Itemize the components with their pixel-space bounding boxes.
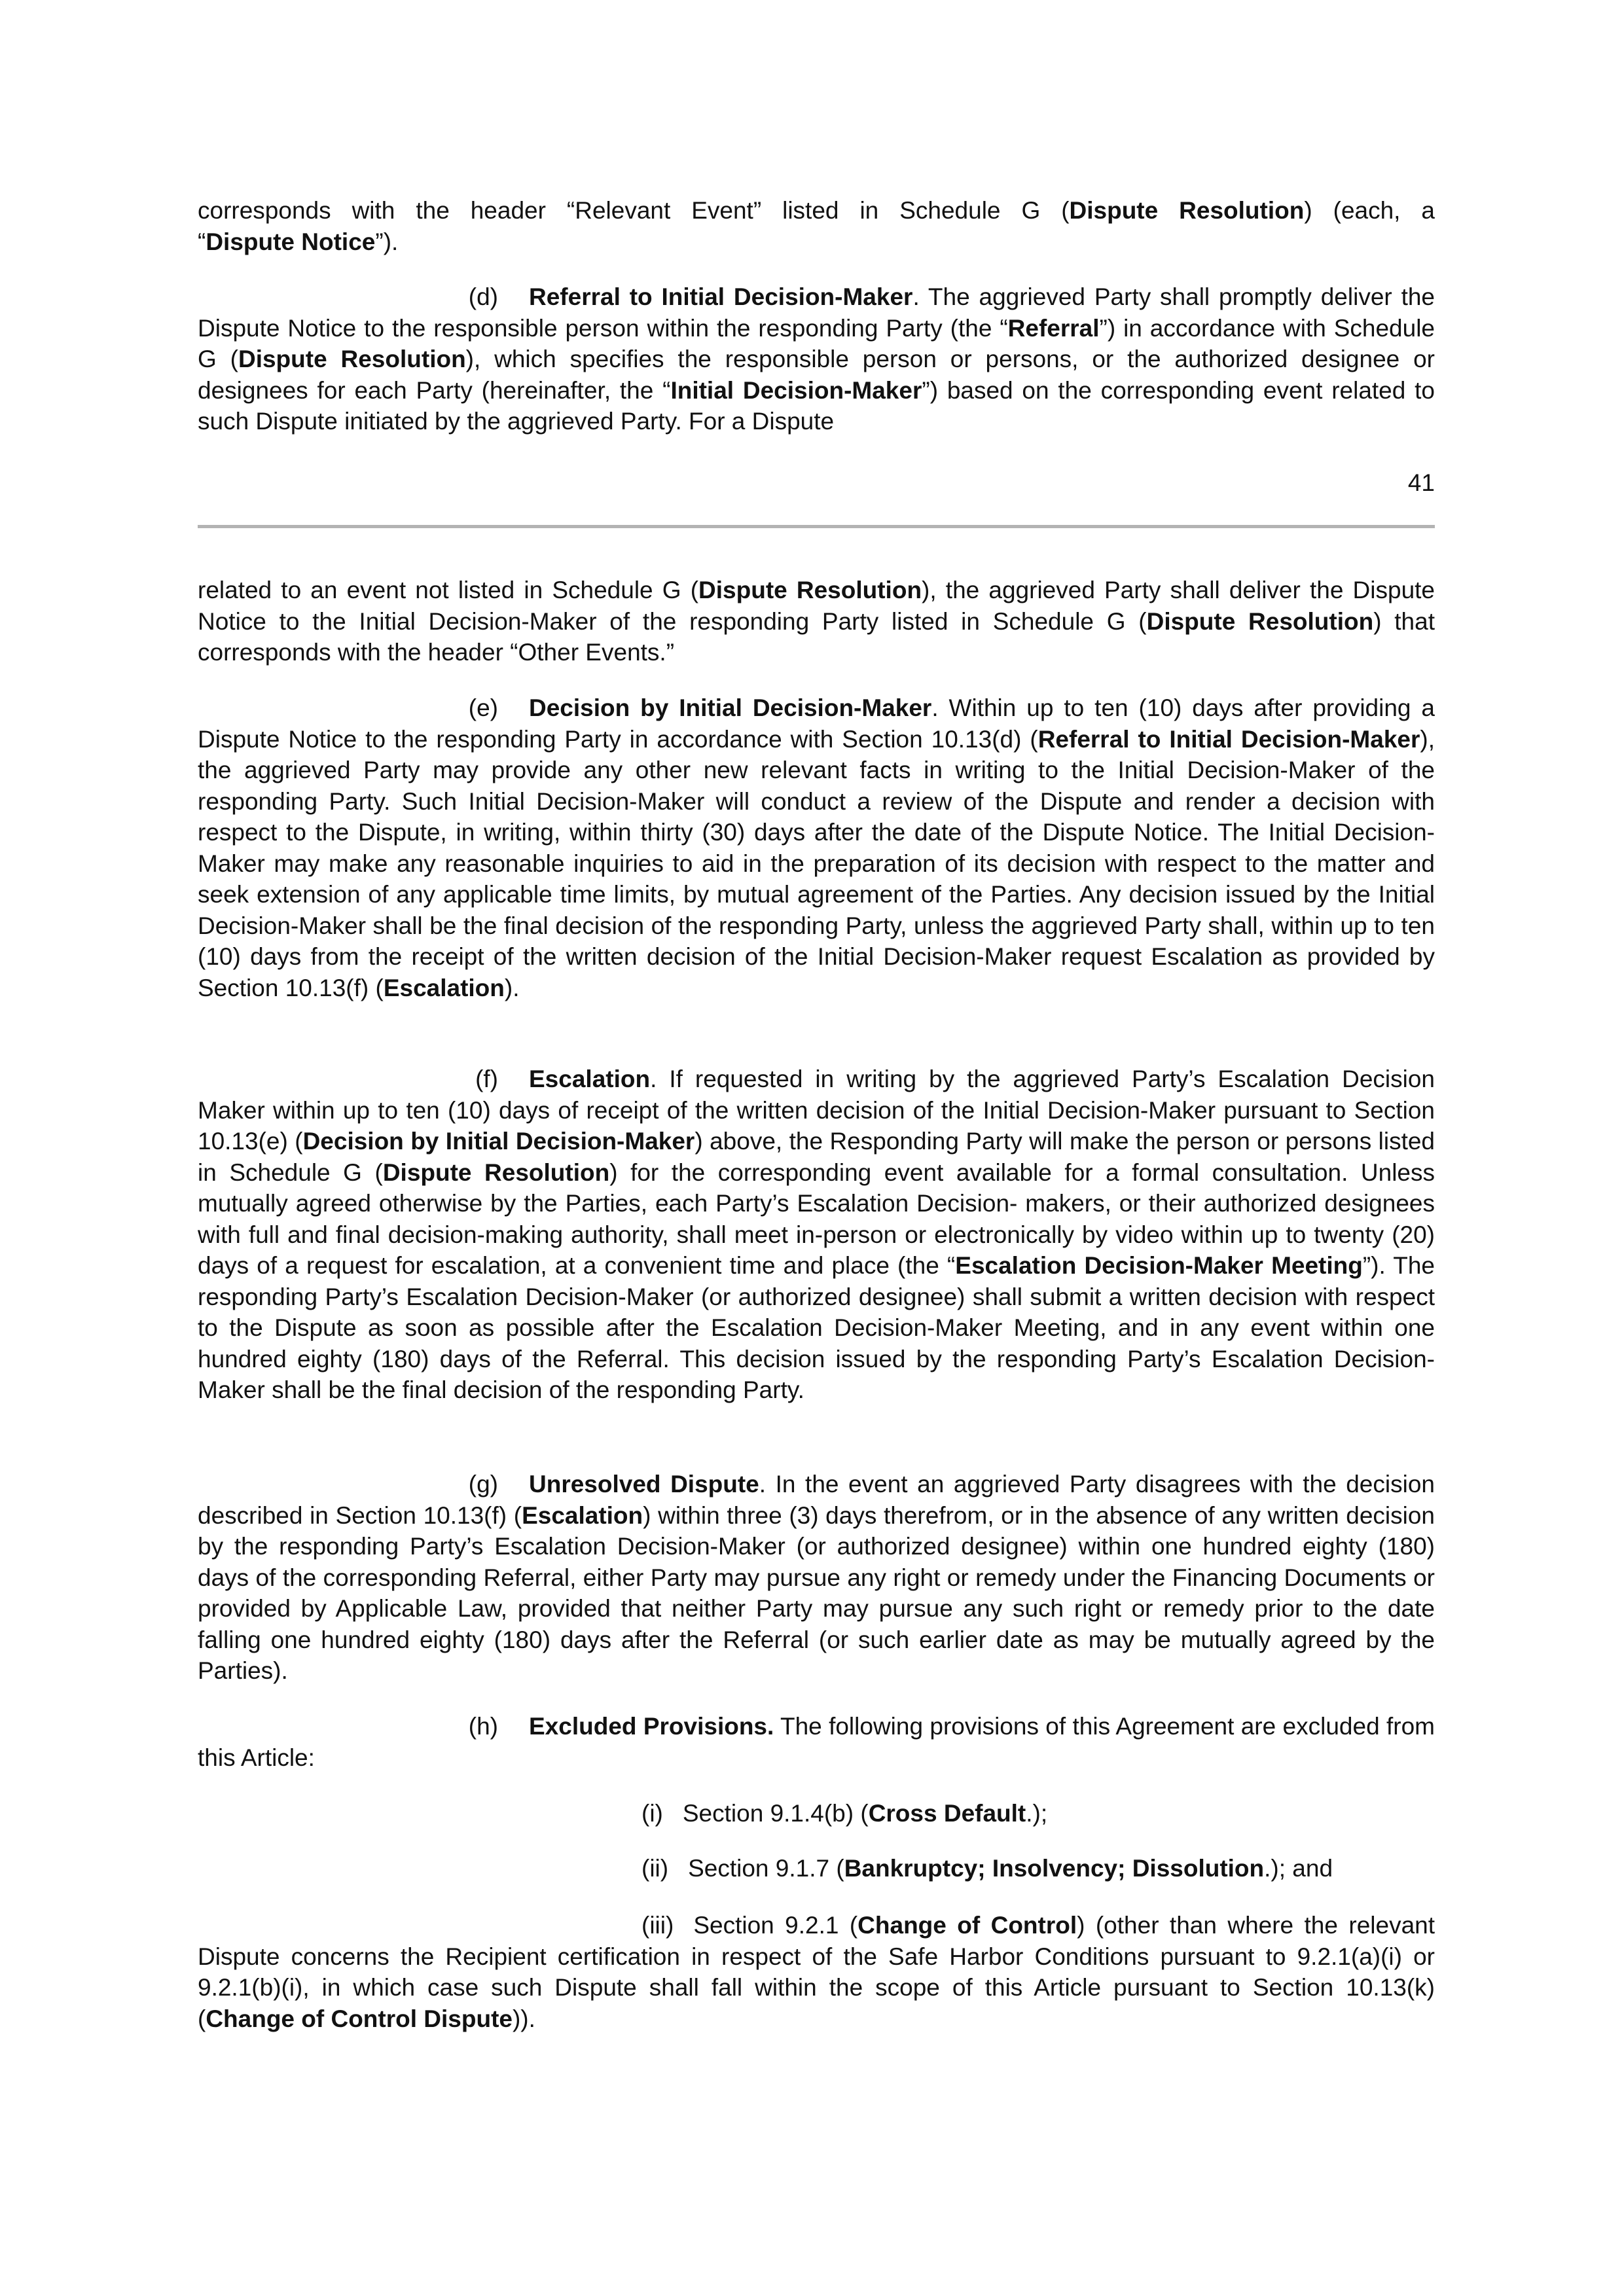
section-g-heading: Unresolved Dispute [529,1471,759,1498]
section-g-paragraph: (g) Unresolved Dispute. In the event an aggrieved Party disagrees with the decision described in Section 10.13(f) (Escalation) within three (3) days therefrom, or in the absence of any written decision by the responding Party’s Escalation Decision-Maker (or authorized designee) within one hundred eighty (180) days of the corresponding Referral, either Party may pursue any right or remedy under the Financing Documents or provided by Applicable Law, provided that neither Party may pursue any such right or remedy prior to the date falling one hundred eighty (180) days after the Referral (or such earlier date as may be mutually agreed by the Parties). [198,1469,1435,1687]
section-f-heading: Escalation [529,1066,651,1092]
section-e-heading: Decision by Initial Decision-Maker [529,694,932,721]
continuation-line-1: corresponds with the header “Relevant Event” listed in Schedule G (Dispute Resolution) (each, a [198,197,1435,224]
section-e-label: (e) [468,694,498,721]
section-d-label: (d) [468,283,498,310]
section-g-label: (g) [468,1471,498,1498]
excluded-item-iii: (iii) Section 9.2.1 (Change of Control) (other than where the relevant Dispute concerns the Recipient certification in respect of the Safe Harbor Conditions pursuant to 9.2.1(a)(i) or 9.2.1(b)(i), in which case such Dispute shall fall within the scope of this Article pursuant to Section 10.13(k) (Change of Control Dispute)). [198,1912,1435,2032]
section-f-paragraph: (f) Escalation. If requested in writing by the aggrieved Party’s Escalation Decision Maker within up to ten (10) days of receipt of the written decision of the Initial Decision-Maker pursuant to Section 10.13(e) (Decision by Initial Decision-Maker) above, the Responding Party will make the person or persons listed in Schedule G (Dispute Resolution) for the corresponding event available for a formal consultation. Unless mutually agreed otherwise by the Parties, each Party’s Escalation Decision- makers, or their authorized designees with full and final decision-making authority, shall meet in-person or electronically by video within up to twenty (20) days of a request for escalation, at a convenient time and place (the “Escalation Decision-Maker Meeting”). The responding Party’s Escalation Decision-Maker (or authorized designee) shall submit a written decision with respect to the Dispute as soon as possible after the Escalation Decision-Maker Meeting, and in any event within one hundred eighty (180) days of the Referral. This decision issued by the responding Party’s Escalation Decision-Maker shall be the final decision of the responding Party. [198,1064,1435,1406]
continuation-line-2: “Dispute Notice”). [198,228,399,255]
page-divider [198,525,1435,528]
excluded-item-ii: (ii) Section 9.1.7 (Bankruptcy; Insolvency; Dissolution.); and [641,1855,1333,1882]
section-f-label: (f) [475,1066,498,1092]
page2-continuation-paragraph: related to an event not listed in Schedule G (Dispute Resolution), the aggrieved Party shall deliver the Dispute Notice to the Initial Decision-Maker of the responding Party listed in Schedule G (Dispute Resolution) that corresponds with the header “Other Events.” [198,577,1435,666]
item-i-label: (i) [641,1800,663,1827]
section-d-heading: Referral to Initial Decision-Maker [529,283,913,310]
page-number: 41 [1407,469,1435,496]
continuation-paragraph [198,195,1435,257]
section-h-label: (h) [468,1713,498,1740]
section-e-paragraph: (e) Decision by Initial Decision-Maker. Within up to ten (10) days after providing a Dispute Notice to the responding Party in accordance with Section 10.13(d) (Referral to Initial Decision-Maker), the aggrieved Party may provide any other new relevant facts in writing to the Initial Decision-Maker of the responding Party. Such Initial Decision-Maker will conduct a review of the Dispute and render a decision with respect to the Dispute, in writing, within thirty (30) days after the date of the Dispute Notice. The Initial Decision-Maker may make any reasonable inquiries to aid in the preparation of its decision with respect to the matter and seek extension of any applicable time limits, by mutual agreement of the Parties. Any decision issued by the Initial Decision-Maker shall be the final decision of the responding Party, unless the aggrieved Party shall, within up to ten (10) days from the receipt of the written decision of the Initial Decision-Maker request Escalation as provided by Section 10.13(f) (Escalation). [198,692,1435,1003]
section-h-paragraph: (h) Excluded Provisions. The following provisions of this Agreement are excluded from this Article: [198,1711,1435,1773]
excluded-item-i: (i) Section 9.1.4(b) (Cross Default.); [641,1800,1048,1827]
section-d-paragraph: (d) Referral to Initial Decision-Maker. The aggrieved Party shall promptly deliver the Dispute Notice to the responsible person within the responding Party (the “Referral”) in accordance with Schedule G (Dispute Resolution), which specifies the responsible person or persons, or the authorized designee or designees for each Party (hereinafter, the “Initial Decision-Maker”) based on the corresponding event related to such Dispute initiated by the aggrieved Party. For a Dispute [198,281,1435,437]
item-iii-label: (iii) [641,1912,674,1939]
item-ii-label: (ii) [641,1855,669,1882]
section-h-heading: Excluded Provisions. [529,1713,774,1740]
